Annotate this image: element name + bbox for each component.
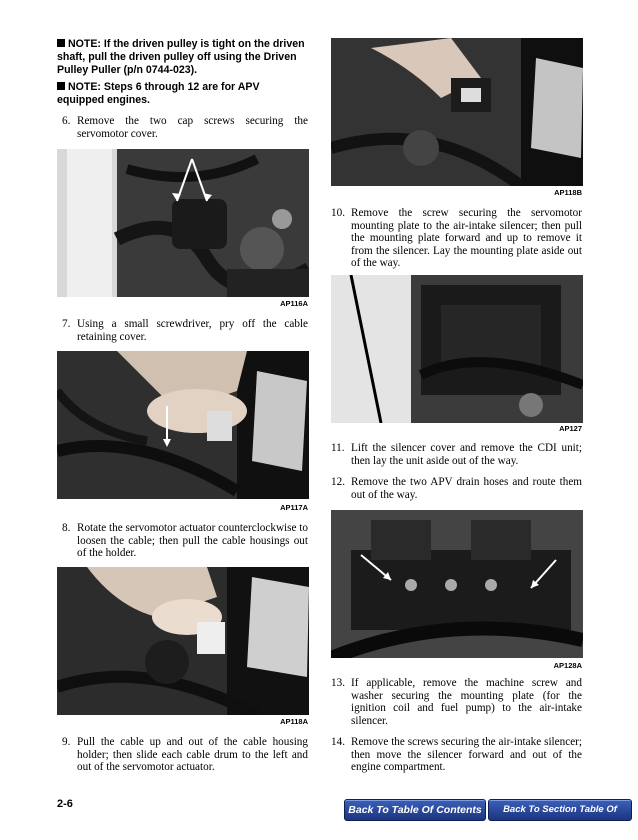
photo-cable-cover-image xyxy=(57,351,309,499)
step-number: 13. xyxy=(331,677,345,689)
back-to-section-toc-button[interactable]: Back To Section Table Of Contents xyxy=(488,799,632,821)
figure-photo-mounting-plate xyxy=(331,38,583,186)
figure-photo-silencer-cover xyxy=(331,275,583,423)
back-to-toc-button[interactable]: Back To Table Of Contents xyxy=(344,799,486,821)
note-text: NOTE: If the driven pulley is tight on the driven shaft, pull the driven pulley off using the Driven Pulley Puller (p/n 0744-023). xyxy=(57,38,305,76)
step-number: 9. xyxy=(62,736,71,748)
page-number: 2-6 xyxy=(57,798,73,810)
figure-caption: AP128A xyxy=(553,661,582,670)
figure-photo-drain-hoses xyxy=(331,510,583,658)
step-7 xyxy=(62,318,308,343)
step-number: 8. xyxy=(62,522,71,534)
figure-caption: AP127 xyxy=(559,424,582,433)
step-9 xyxy=(62,736,308,774)
step-text: Rotate the servomotor actuator counterclockwise to loosen the cable; then pull the cable housings out of the holder. xyxy=(77,522,308,560)
note-text: NOTE: Steps 6 through 12 are for APV equipped engines. xyxy=(57,81,260,106)
step-11 xyxy=(331,442,582,467)
figure-caption: AP118B xyxy=(554,188,582,197)
figure-photo-cable-cover xyxy=(57,351,309,499)
step-text: Remove the two APV drain hoses and route them out of the way. xyxy=(351,476,582,501)
note-bullet-icon xyxy=(57,82,65,90)
step-text: Pull the cable up and out of the cable housing holder; then slide each cable drum to the left and out of the servomotor actuator. xyxy=(77,736,308,774)
step-number: 12. xyxy=(331,476,345,488)
step-14 xyxy=(331,736,582,774)
figure-caption: AP117A xyxy=(280,503,308,512)
step-text: Using a small screwdriver, pry off the cable retaining cover. xyxy=(77,318,308,343)
step-text: Remove the screw securing the servomotor mounting plate to the air-intake silencer; then pull the mounting plate forward and up to remove it from the silencer. Lay the mounting plate aside out of the way. xyxy=(351,207,582,270)
step-text: Remove the two cap screws securing the servomotor cover. xyxy=(77,115,308,140)
step-6 xyxy=(62,115,308,140)
step-13 xyxy=(331,677,582,727)
step-number: 6. xyxy=(62,115,71,127)
step-text: Remove the screws securing the air-intake silencer; then move the silencer forward and out of the engine compartment. xyxy=(351,736,582,774)
note-bullet-icon xyxy=(57,39,65,47)
photo-servomotor-cover-image xyxy=(57,149,309,297)
photo-drain-hoses-image xyxy=(331,510,583,658)
step-text: Lift the silencer cover and remove the CDI unit; then lay the unit aside out of the way. xyxy=(351,442,582,467)
photo-mounting-plate-image xyxy=(331,38,583,186)
photo-silencer-cover-image xyxy=(331,275,583,423)
figure-photo-cable-housings xyxy=(57,567,309,715)
photo-cable-housings-image xyxy=(57,567,309,715)
step-text: If applicable, remove the machine screw and washer securing the mounting plate (for the ignition coil and fuel pump) to the air-intake silencer. xyxy=(351,677,582,727)
step-10 xyxy=(331,207,582,270)
note-apv-steps xyxy=(57,81,309,107)
figure-photo-servomotor-cover xyxy=(57,149,309,297)
step-12 xyxy=(331,476,582,501)
step-number: 7. xyxy=(62,318,71,330)
figure-caption: AP116A xyxy=(280,299,308,308)
note-driven-pulley xyxy=(57,38,309,77)
step-number: 14. xyxy=(331,736,345,748)
step-number: 10. xyxy=(331,207,345,219)
step-number: 11. xyxy=(331,442,345,454)
step-8 xyxy=(62,522,308,560)
figure-caption: AP118A xyxy=(280,717,308,726)
